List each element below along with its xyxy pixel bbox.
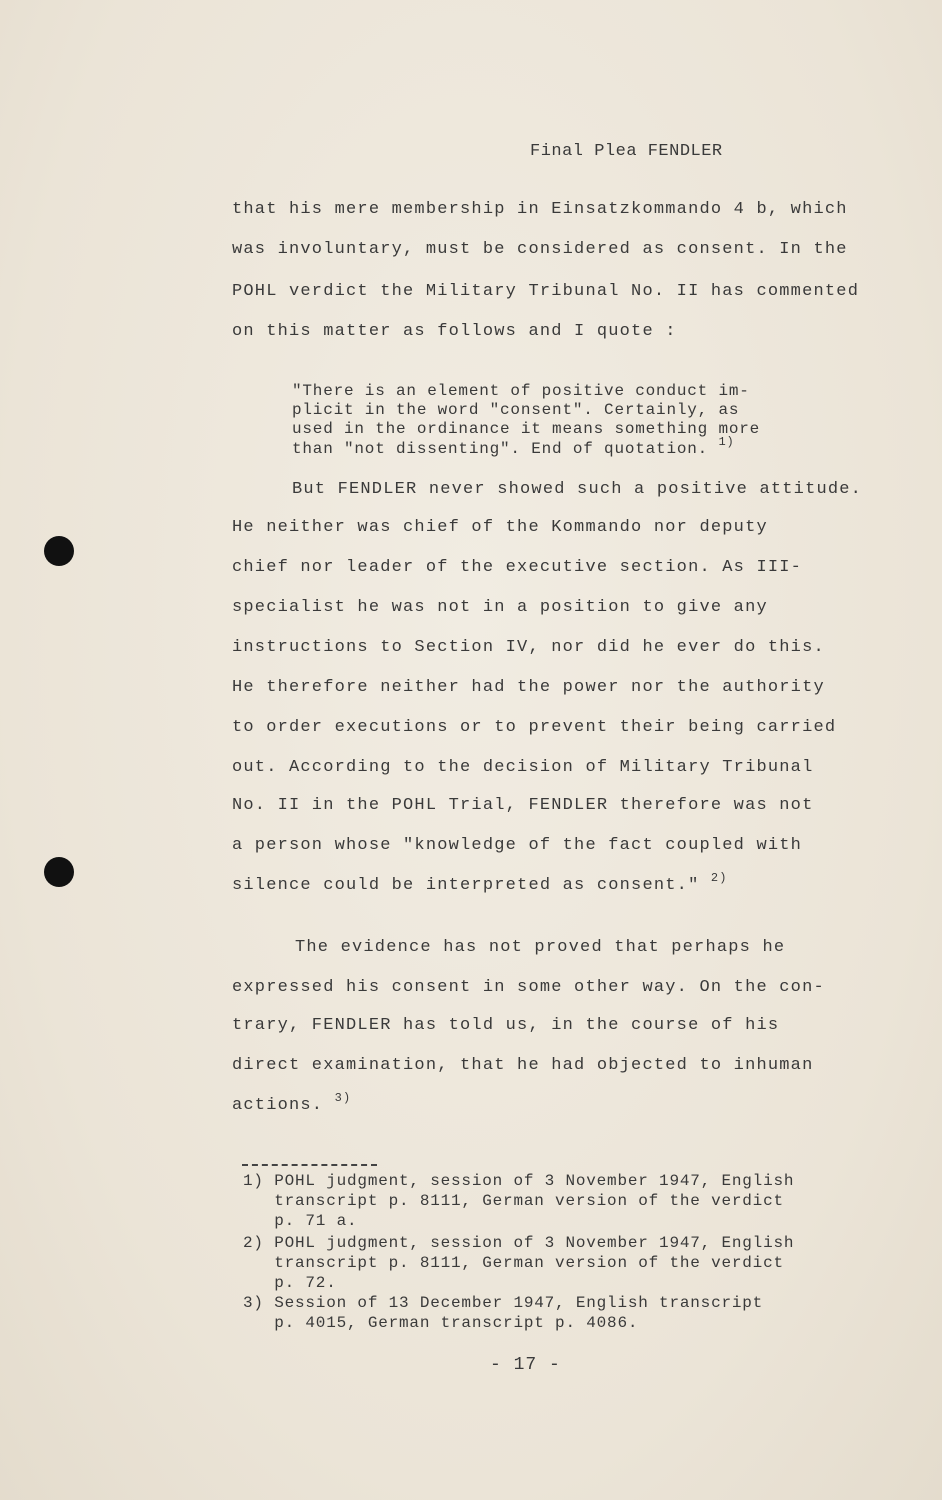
- footnote-line: transcript p. 8111, German version of the verdict: [243, 1192, 784, 1210]
- punch-hole: [44, 857, 74, 887]
- footnote-ref: 1): [718, 435, 735, 449]
- page-number: - 17 -: [490, 1355, 561, 1375]
- body-line: He therefore neither had the power nor the authority: [232, 678, 825, 697]
- page-header: Final Plea FENDLER: [530, 142, 723, 161]
- body-line: The evidence has not proved that perhaps he: [295, 938, 786, 957]
- quote-line: [292, 435, 735, 458]
- footnote-ref: 3): [334, 1091, 352, 1105]
- body-line: direct examination, that he had objected to inhuman: [232, 1056, 814, 1075]
- footnote-ref: 2): [710, 871, 728, 885]
- body-line: chief nor leader of the executive section. As III-: [232, 558, 803, 577]
- footnote-line: p. 71 a.: [243, 1212, 358, 1230]
- body-line: to order executions or to prevent their being carried: [232, 718, 837, 737]
- footnote-line: p. 4015, German transcript p. 4086.: [243, 1314, 639, 1332]
- body-text: actions.: [232, 1096, 324, 1115]
- body-line: a person whose "knowledge of the fact coupled with: [232, 836, 803, 855]
- footnote-line: p. 72.: [243, 1274, 337, 1292]
- body-text: silence could be interpreted as consent.": [232, 876, 700, 895]
- body-line: instructions to Section IV, nor did he ever do this.: [232, 638, 825, 657]
- body-line: [232, 871, 728, 895]
- body-line: that his mere membership in Einsatzkommando 4 b, which: [232, 200, 848, 219]
- footnote-line: 2) POHL judgment, session of 3 November 1947, English: [243, 1234, 795, 1252]
- body-line: But FENDLER never showed such a positive attitude.: [292, 480, 863, 499]
- body-line: out. According to the decision of Military Tribunal: [232, 758, 814, 777]
- footnote-line: 1) POHL judgment, session of 3 November 1947, English: [243, 1172, 795, 1190]
- footnote-divider: [242, 1164, 377, 1166]
- body-line: expressed his consent in some other way. On the con-: [232, 978, 825, 997]
- body-line: POHL verdict the Military Tribunal No. II has commented: [232, 282, 860, 301]
- punch-hole: [44, 536, 74, 566]
- quote-line: "There is an element of positive conduct im-: [292, 382, 750, 400]
- body-line: on this matter as follows and I quote :: [232, 322, 677, 341]
- footnote-line: 3) Session of 13 December 1947, English transcript: [243, 1294, 764, 1312]
- footnote-line: transcript p. 8111, German version of the verdict: [243, 1254, 784, 1272]
- body-line: [232, 1091, 352, 1115]
- quote-text: than "not dissenting". End of quotation.: [292, 440, 709, 458]
- body-line: was involuntary, must be considered as consent. In the: [232, 240, 848, 259]
- quote-line: used in the ordinance it means something more: [292, 420, 761, 438]
- body-line: specialist he was not in a position to give any: [232, 598, 768, 617]
- body-line: trary, FENDLER has told us, in the course of his: [232, 1016, 780, 1035]
- quote-line: plicit in the word "consent". Certainly, as: [292, 401, 740, 419]
- body-line: No. II in the POHL Trial, FENDLER therefore was not: [232, 796, 814, 815]
- body-line: He neither was chief of the Kommando nor deputy: [232, 518, 768, 537]
